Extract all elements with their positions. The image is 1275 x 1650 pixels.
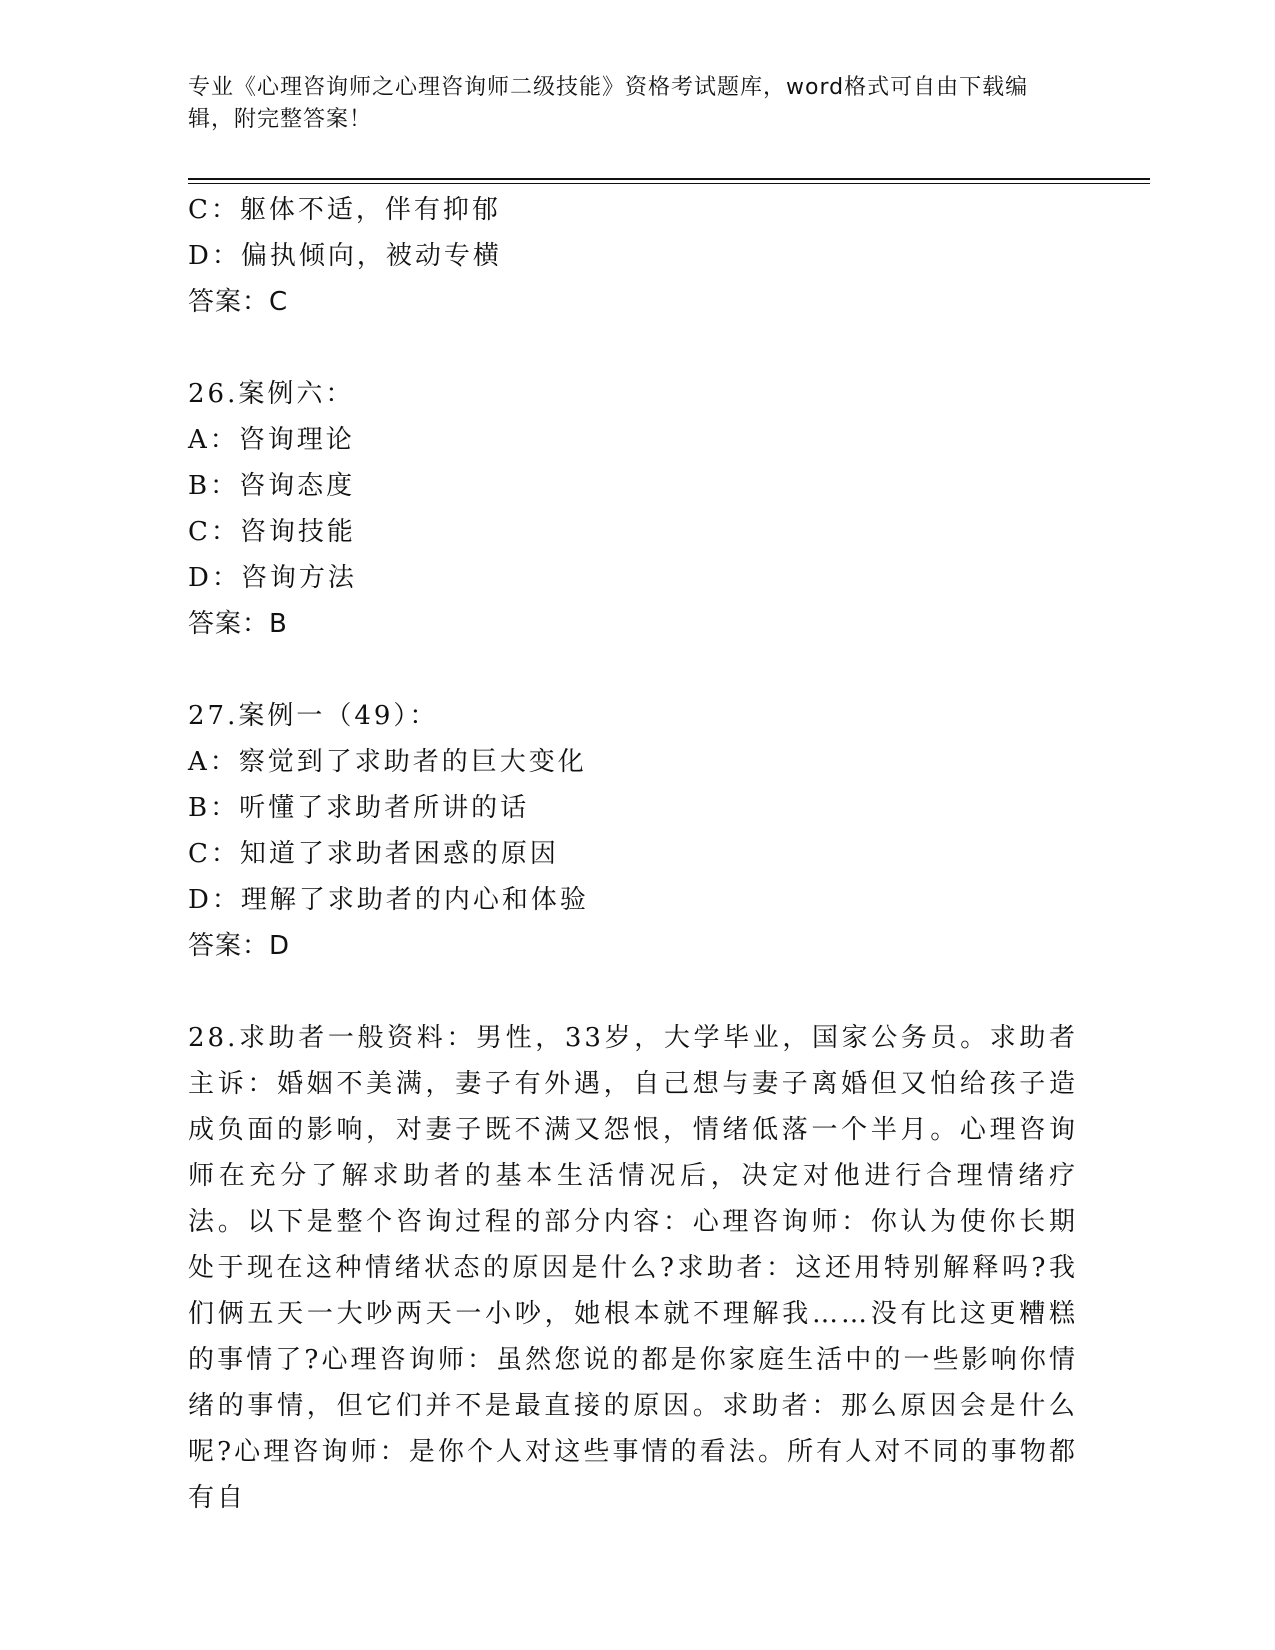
document-content (188, 187, 1078, 1521)
spacer (188, 647, 1078, 693)
option-c: C：躯体不适，伴有抑郁 (188, 195, 501, 225)
spacer (188, 325, 1078, 371)
document-header: 专业《心理咨询师之心理咨询师二级技能》资格考试题库，word格式可自由下载编辑，附完整答案！ (188, 75, 1029, 132)
answer: 答案：B (188, 609, 288, 639)
header-rule-thick (188, 178, 1150, 180)
option-c: C：咨询技能 (188, 517, 356, 547)
option-b: B：听懂了求助者所讲的话 (188, 793, 530, 823)
option-c: C：知道了求助者困惑的原因 (188, 839, 559, 869)
option-d: D：理解了求助者的内心和体验 (188, 885, 589, 915)
question-25-tail (188, 187, 1078, 325)
question-26 (188, 371, 1078, 647)
option-a: A：咨询理论 (188, 425, 355, 455)
spacer (188, 969, 1078, 1015)
option-b: B：咨询态度 (188, 471, 356, 501)
option-a: A：察觉到了求助者的巨大变化 (188, 747, 587, 777)
header-rule-thin (188, 183, 1150, 184)
option-d: D：咨询方法 (188, 563, 357, 593)
question-28-text: 28.求助者一般资料：男性，33岁，大学毕业，国家公务员。求助者主诉：婚姻不美满，妻子有外遇，自己想与妻子离婚但又怕给孩子造成负面的影响，对妻子既不满又怨恨，情绪低落一个半月。心理咨询师在充分了解求助者的基本生活情况后，决定对他进行合理情绪疗法。以下是整个咨询过程的部分内容：心理咨询师：你认为使你长期处于现在这种情绪状态的原因是什么?求助者：这还用特别解释吗?我们俩五天一大吵两天一小吵，她根本就不理解我……没有比这更糟糕的事情了?心理咨询师：虽然您说的都是你家庭生活中的一些影响你情绪的事情，但它们并不是最直接的原因。求助者：那么原因会是什么呢?心理咨询师：是你个人对这些事情的看法。所有人对不同的事物都有自 (188, 1023, 1078, 1513)
option-d: D：偏执倾向，被动专横 (188, 241, 502, 271)
answer: 答案：C (188, 287, 289, 317)
question-27 (188, 693, 1078, 969)
question-stem: 27.案例一（49）： (188, 701, 439, 731)
answer: 答案：D (188, 931, 291, 961)
question-stem: 26.案例六： (188, 379, 355, 409)
